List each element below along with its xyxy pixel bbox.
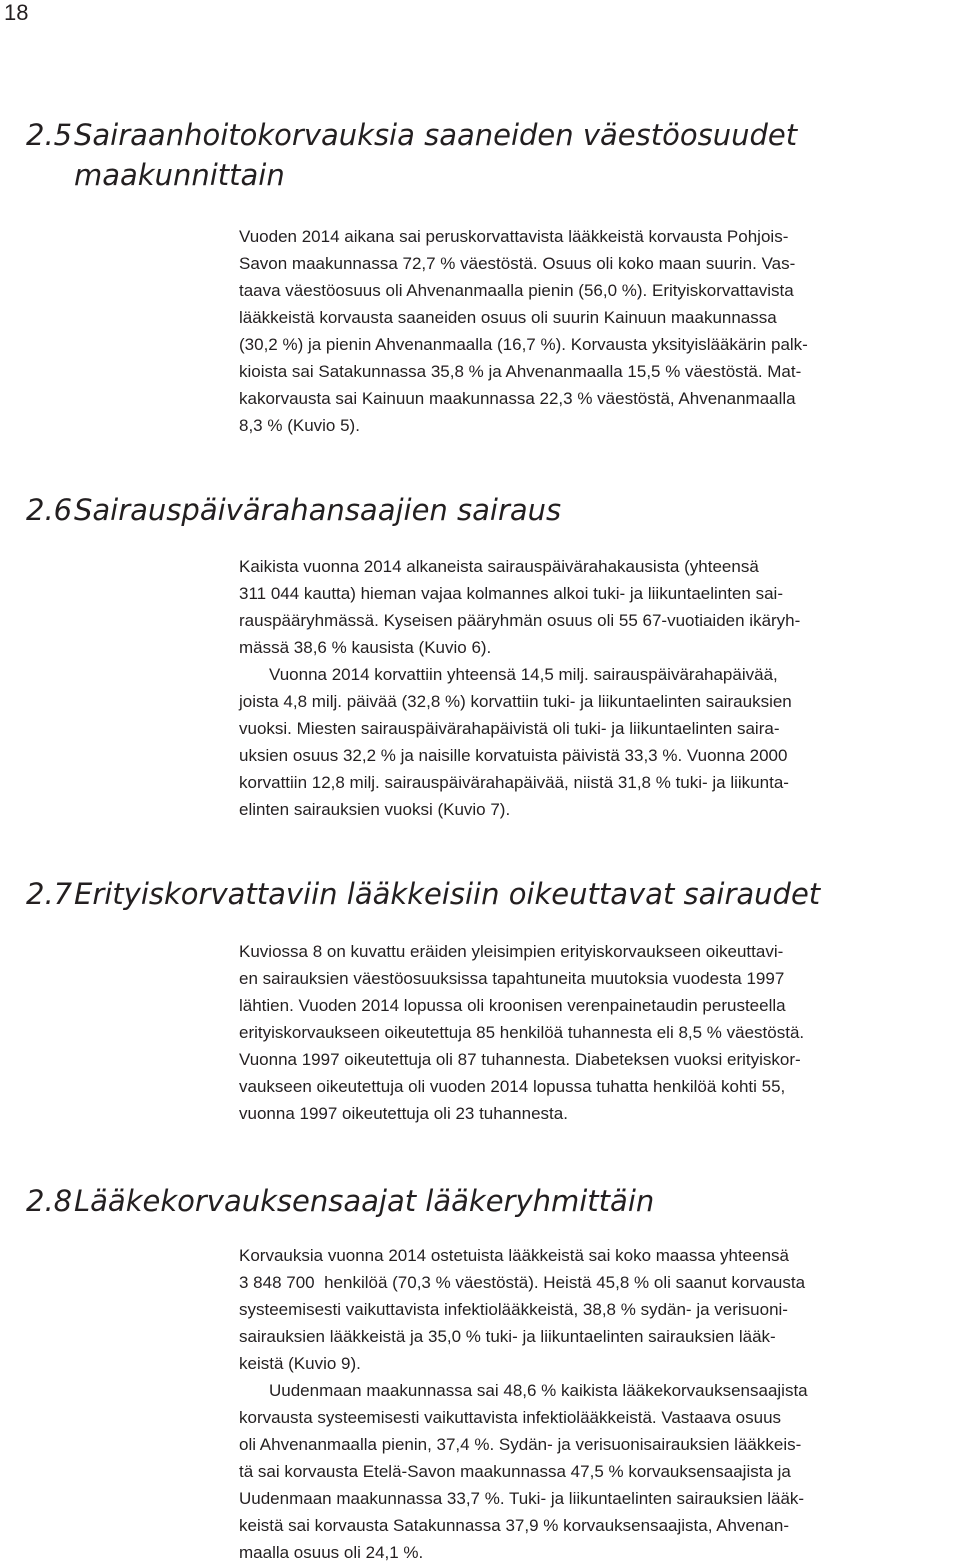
text-line: korvattiin 12,8 milj. sairauspäivärahapäivää, niistä 31,8 % tuki- ja liikunta- [239, 773, 789, 792]
paragraph [239, 938, 951, 1127]
paragraph [239, 553, 951, 661]
text-line: 311 044 kautta) hieman vajaa kolmannes alkoi tuki- ja liikuntaelinten sai- [239, 584, 783, 603]
text-line: 3 848 700 henkilöä (70,3 % väestöstä). Heistä 45,8 % oli saanut korvausta [239, 1273, 806, 1292]
text-line: taava väestöosuus oli Ahvenanmaalla pienin (56,0 %). Erityiskorvattavista [239, 281, 794, 300]
section-heading-2-6 [26, 490, 561, 530]
section-heading-2-5 [26, 115, 797, 195]
text-line: 8,3 % (Kuvio 5). [239, 416, 360, 435]
text-line: en sairauksien väestöosuuksissa tapahtuneita muutoksia vuodesta 1997 [239, 969, 785, 988]
section-title-line: Erityiskorvattaviin lääkkeisiin oikeuttavat sairaudet [74, 877, 821, 911]
text-line: joista 4,8 milj. päivää (32,8 %) korvattiin tuki- ja liikuntaelinten sairauksien [239, 692, 792, 711]
text-line: lääkkeistä korvausta saaneiden osuus oli suurin Kainuun maakunnassa [239, 308, 777, 327]
text-line: (30,2 %) ja pienin Ahvenanmaalla (16,7 %). Korvausta yksityislääkärin palk- [239, 335, 808, 354]
section-title-line: Sairaanhoitokorvauksia saaneiden väestöosuudet [74, 118, 798, 152]
section-title-line: maakunnittain [74, 158, 285, 192]
text-line: Vuoden 2014 aikana sai peruskorvattavista lääkkeistä korvausta Pohjois- [239, 227, 789, 246]
text-line: Kuviossa 8 on kuvattu eräiden yleisimpien erityiskorvaukseen oikeuttavi- [239, 942, 784, 961]
text-line: vaukseen oikeutettuja oli vuoden 2014 lopussa tuhatta henkilöä kohti 55, [239, 1077, 786, 1096]
text-line: Vuonna 1997 oikeutettuja oli 87 tuhannesta. Diabeteksen vuoksi erityiskor- [239, 1050, 801, 1069]
section-number: 2.8 [26, 1184, 73, 1218]
text-line: maalla osuus oli 24,1 %. [239, 1543, 424, 1562]
text-line: Savon maakunnassa 72,7 % väestöstä. Osuus oli koko maan suurin. Vas- [239, 254, 796, 273]
section-body-2-5 [239, 223, 951, 439]
text-line: vuonna 1997 oikeutettuja oli 23 tuhannesta. [239, 1104, 568, 1123]
section-number: 2.5 [26, 118, 73, 152]
page-number: 18 [4, 0, 29, 25]
text-line: kakorvausta sai Kainuun maakunnassa 22,3 % väestöstä, Ahvenanmaalla [239, 389, 796, 408]
text-line: kioista sai Satakunnassa 35,8 % ja Ahvenanmaalla 15,5 % väestöstä. Mat- [239, 362, 802, 381]
text-line: Korvauksia vuonna 2014 ostetuista lääkkeistä sai koko maassa yhteensä [239, 1246, 789, 1265]
text-line: lähtien. Vuoden 2014 lopussa oli kroonisen verenpainetaudin perusteella [239, 996, 786, 1015]
section-title-line: Sairauspäivärahansaajien sairaus [74, 493, 562, 527]
text-line: Uudenmaan maakunnassa sai 48,6 % kaikista lääkekorvauksensaajista [269, 1381, 808, 1400]
text-line: erityiskorvaukseen oikeutettuja 85 henkilöä tuhannesta eli 8,5 % väestöstä. [239, 1023, 805, 1042]
text-line: oli Ahvenanmaalla pienin, 37,4 %. Sydän- ja verisuonisairauksien lääkkeis- [239, 1435, 802, 1454]
paragraph [239, 1242, 951, 1377]
section-heading-2-7 [26, 874, 820, 914]
text-line: Uudenmaan maakunnassa 33,7 %. Tuki- ja liikuntaelinten sairauksien lääk- [239, 1489, 805, 1508]
section-body-2-6 [239, 553, 951, 823]
section-number: 2.7 [26, 877, 73, 911]
text-line: rauspääryhmässä. Kyseisen pääryhmän osuus oli 55 67-vuotiaiden ikäryh- [239, 611, 801, 630]
text-line: tä sai korvausta Etelä-Savon maakunnassa 47,5 % korvauksensaajista ja [239, 1462, 791, 1481]
text-line: keistä (Kuvio 9). [239, 1354, 361, 1373]
text-line: korvausta systeemisesti vaikuttavista infektiolääkkeistä. Vastaava osuus [239, 1408, 782, 1427]
section-body-2-8 [239, 1242, 951, 1566]
paragraph [239, 1377, 951, 1566]
text-line: keistä sai korvausta Satakunnassa 37,9 % korvauksensaajista, Ahvenan- [239, 1516, 789, 1535]
section-heading-2-8 [26, 1181, 654, 1221]
text-line: mässä 38,6 % kausista (Kuvio 6). [239, 638, 492, 657]
text-line: Vuonna 2014 korvattiin yhteensä 14,5 milj. sairauspäivärahapäivää, [269, 665, 778, 684]
text-line: vuoksi. Miesten sairauspäivärahapäivistä oli tuki- ja liikuntaelinten saira- [239, 719, 780, 738]
section-title-line: Lääkekorvauksensaajat lääkeryhmittäin [74, 1184, 655, 1218]
text-line: elinten sairauksien vuoksi (Kuvio 7). [239, 800, 511, 819]
text-line: uksien osuus 32,2 % ja naisille korvatuista päivistä 33,3 %. Vuonna 2000 [239, 746, 788, 765]
paragraph [239, 223, 951, 439]
paragraph [239, 661, 951, 823]
section-number: 2.6 [26, 493, 73, 527]
section-body-2-7 [239, 938, 951, 1127]
text-line: systeemisesti vaikuttavista infektiolääkkeistä, 38,8 % sydän- ja verisuoni- [239, 1300, 788, 1319]
text-line: sairauksien lääkkeistä ja 35,0 % tuki- ja liikuntaelinten sairauksien lääk- [239, 1327, 776, 1346]
text-line: Kaikista vuonna 2014 alkaneista sairauspäivärahakausista (yhteensä [239, 557, 759, 576]
